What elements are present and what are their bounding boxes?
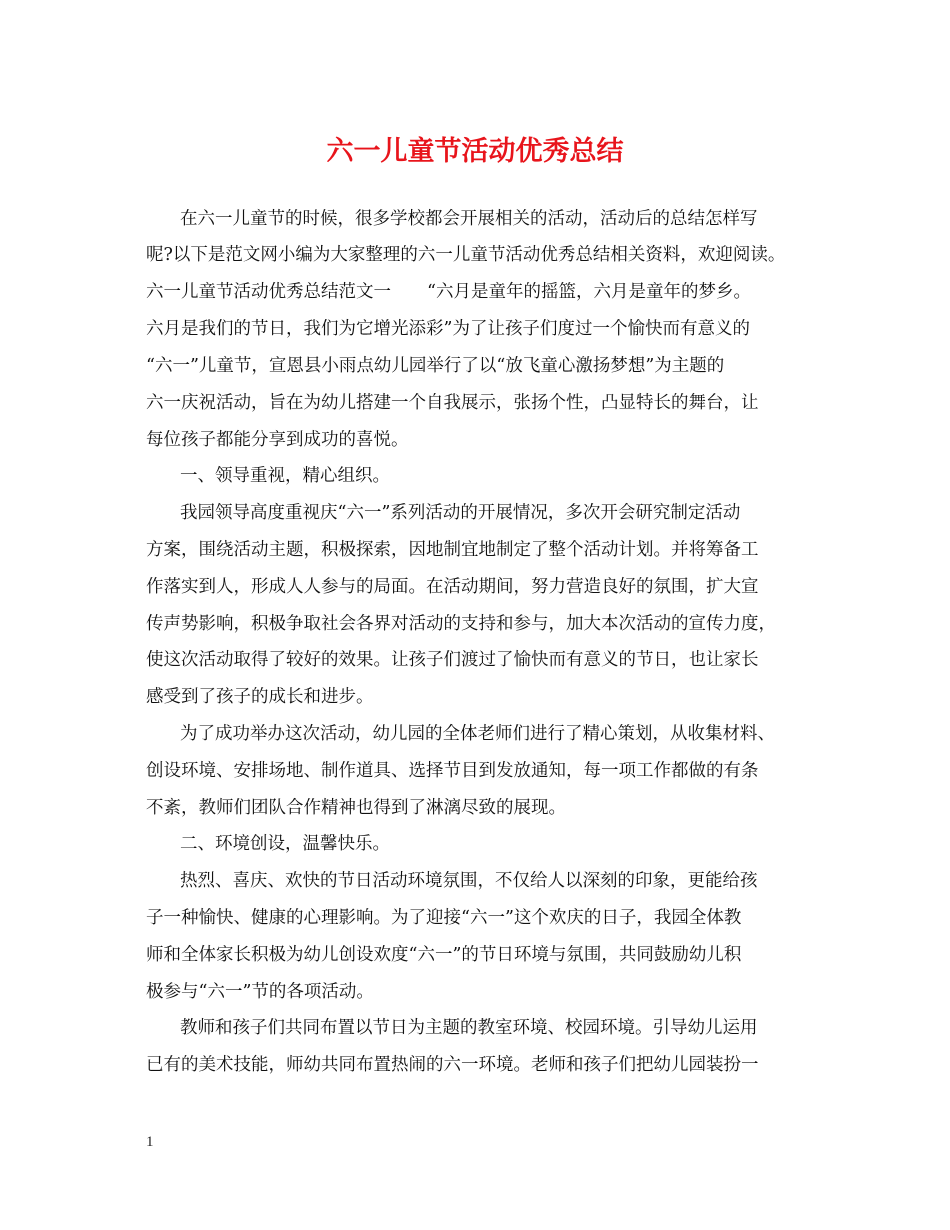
paragraph-line: 作落实到人，形成人人参与的局面。在活动期间，努力营造良好的氛围，扩大宣 [146,577,759,597]
paragraph-line: 教师和孩子们共同布置以节日为主题的教室环境、校园环境。引导幼儿运用 [180,1018,758,1038]
paragraph-line: 热烈、喜庆、欢快的节日活动环境氛围，不仅给人以深刻的印象，更能给孩 [180,871,758,891]
section-heading: 一、领导重视，精心组织。 [180,466,390,486]
page-number: 1 [146,1134,154,1150]
section-heading: 二、环境创设，温馨快乐。 [180,834,390,854]
paragraph-line: 呢?以下是范文网小编为大家整理的六一儿童节活动优秀总结相关资料，欢迎阅读。 [146,245,786,265]
paragraph-line: 子一种愉快、健康的心理影响。为了迎接“六一”这个欢庆的日子，我园全体教 [146,908,742,928]
paragraph-line: 传声势影响，积极争取社会各界对活动的支持和参与，加大本次活动的宣传力度， [146,614,776,634]
document-title: 六一儿童节活动优秀总结 [326,136,624,167]
paragraph-line: 六月是我们的节日，我们为它增光添彩”为了让孩子们度过一个愉快而有意义的 [146,319,750,339]
paragraph-line: 使这次活动取得了较好的效果。让孩子们渡过了愉快而有意义的节日，也让家长 [146,650,759,670]
paragraph-line: 我园领导高度重视庆“六一”系列活动的开展情况，多次开会研究制定活动 [180,503,741,523]
paragraph-line: 每位孩子都能分享到成功的喜悦。 [146,430,409,450]
paragraph-line: 已有的美术技能，师幼共同布置热闹的六一环境。老师和孩子们把幼儿园装扮一 [146,1055,759,1075]
paragraph-line: 为了成功举办这次活动，幼儿园的全体老师们进行了精心策划，从收集材料、 [180,724,775,744]
paragraph-line: 在六一儿童节的时候，很多学校都会开展相关的活动，活动后的总结怎样写 [180,209,758,229]
paragraph-line: 创设环境、安排场地、制作道具、选择节目到发放通知，每一项工作都做的有条 [146,761,759,781]
paragraph-line: 师和全体家长积极为幼儿创设欢度“六一”的节日环境与氛围，共同鼓励幼儿积 [146,945,742,965]
paragraph-line: 不紊，教师们团队合作精神也得到了淋漓尽致的展现。 [146,798,566,818]
paragraph-line: 极参与“六一”节的各项活动。 [146,982,374,1002]
paragraph-text: “六月是童年的摇篮，六月是童年的梦乡。 [427,282,751,302]
paragraph-line [146,280,751,304]
paragraph-line: “六一”儿童节，宣恩县小雨点幼儿园举行了以“放飞童心激扬梦想”为主题的 [146,356,725,376]
section-heading: 六一儿童节活动优秀总结范文一 [146,282,391,302]
paragraph-line: 感受到了孩子的成长和进步。 [146,687,374,707]
paragraph-line: 六一庆祝活动，旨在为幼儿搭建一个自我展示，张扬个性，凸显特长的舞台，让 [146,393,759,413]
paragraph-line: 方案，围绕活动主题，积极探索，因地制宜地制定了整个活动计划。并将筹备工 [146,540,759,560]
